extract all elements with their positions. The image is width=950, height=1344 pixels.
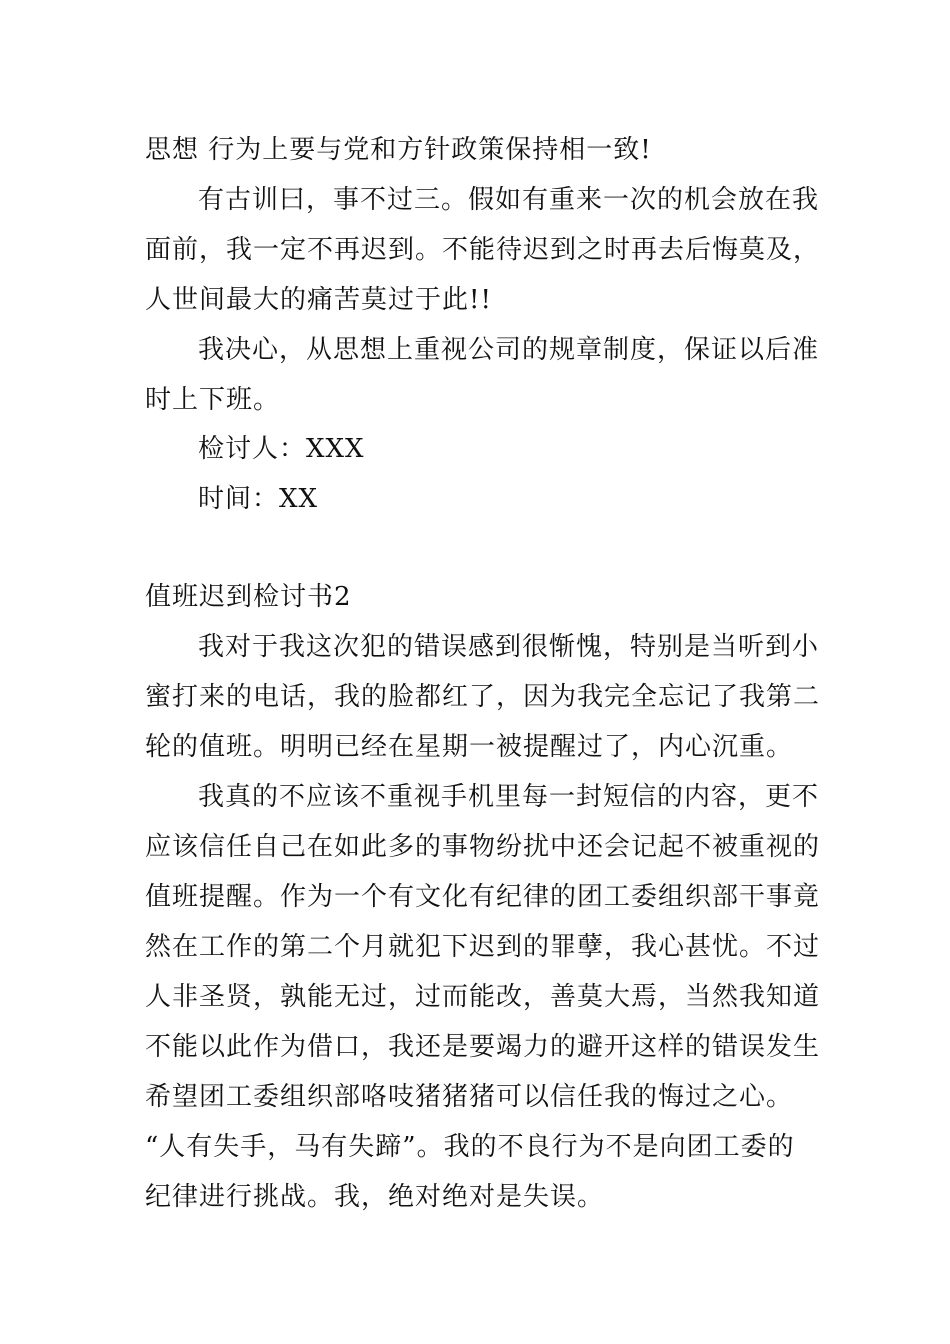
- text-line: 人非圣贤，孰能无过，过而能改，善莫大焉，当然我知道: [145, 982, 821, 1012]
- section-title: 值班迟到检讨书2: [145, 582, 352, 612]
- text-line: 轮的值班。明明已经在星期一被提醒过了，内心沉重。: [145, 732, 794, 762]
- text-line: 我决心，从思想上重视公司的规章制度，保证以后准: [198, 335, 820, 365]
- text-line: 面前，我一定不再迟到。不能待迟到之时再去后悔莫及，: [145, 235, 821, 265]
- text-line: 纪律进行挑战。我，绝对绝对是失误。: [145, 1182, 605, 1212]
- text-line: 值班提醒。作为一个有文化有纪律的团工委组织部干事竟: [145, 882, 821, 912]
- text-line: 然在工作的第二个月就犯下迟到的罪孽，我心甚忧。不过: [145, 932, 821, 962]
- text-line: 人世间最大的痛苦莫过于此!!: [145, 285, 492, 315]
- text-line: 应该信任自己在如此多的事物纷扰中还会记起不被重视的: [145, 832, 821, 862]
- text-line: 思想 行为上要与党和方针政策保持相一致!: [145, 135, 652, 165]
- text-line: 我真的不应该不重视手机里每一封短信的内容，更不: [198, 782, 820, 812]
- text-line: “人有失手，马有失蹄”。我的不良行为不是向团工委的: [145, 1132, 795, 1162]
- text-line: 希望团工委组织部咯吱猪猪猪可以信任我的悔过之心。: [145, 1082, 794, 1112]
- text-line: 蜜打来的电话，我的脸都红了，因为我完全忘记了我第二: [145, 682, 821, 712]
- text-line: 我对于我这次犯的错误感到很惭愧，特别是当听到小: [198, 632, 820, 662]
- date-line: 时间：XX: [198, 484, 319, 514]
- text-line: 时上下班。: [145, 385, 281, 415]
- signature-line: 检讨人：XXX: [198, 434, 365, 464]
- text-line: 有古训曰，事不过三。假如有重来一次的机会放在我: [198, 185, 820, 215]
- text-line: 不能以此作为借口，我还是要竭力的避开这样的错误发生: [145, 1032, 821, 1062]
